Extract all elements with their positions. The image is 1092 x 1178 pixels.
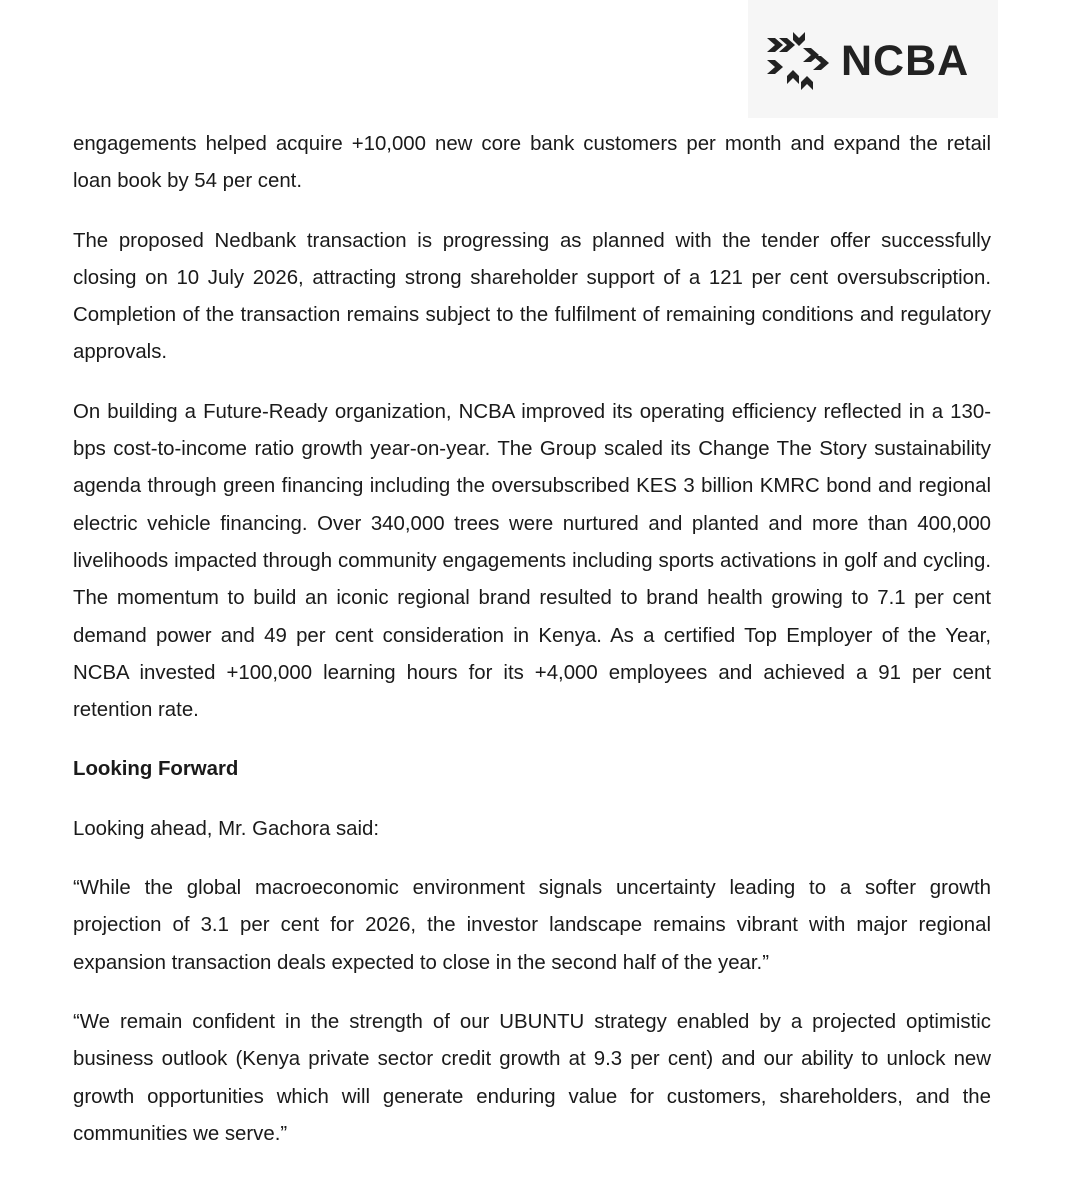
quote-macroeconomic: “While the global macroeconomic environment signals uncertainty leading to a softer growth projection of 3.1 per cent for 2026, the investor landscape remains vibrant with major regional expansion transaction deals expected to close in the second half of the year.”: [73, 877, 991, 974]
logo-wordmark: NCBA: [841, 36, 970, 85]
paragraph-nedbank-transaction: The proposed Nedbank transaction is progressing as planned with the tender offer successfully closing on 10 July 2026, attracting strong shareholder support of a 121 per cent oversubscription. Completion of the transaction remains subject to the fulfilment of remaining conditions and regulatory approvals.: [73, 229, 991, 364]
ncba-logo: [765, 30, 969, 92]
ncba-arrows-logo-icon: [765, 30, 831, 92]
intro-line: Looking ahead, Mr. Gachora said:: [73, 817, 380, 840]
paragraph-customer-acquisition: engagements helped acquire +10,000 new core bank customers per month and expand the retail loan book by 54 per cent.: [73, 133, 991, 193]
paragraph-future-ready: On building a Future-Ready organization, NCBA improved its operating efficiency reflected in a 130-bps cost-to-income ratio growth year-on-year. The Group scaled its Change The Story sustainability agenda through green financing including the oversubscribed KES 3 billion KMRC bond and regional electric vehicle financing. Over 340,000 trees were nurtured and planted and more than 400,000 livelihoods impacted through community engagements including sports activations in golf and cycling. The momentum to build an iconic regional brand resulted to brand health growing to 7.1 per cent demand power and 49 per cent consideration in Kenya. As a certified Top Employer of the Year, NCBA invested +100,000 learning hours for its +4,000 employees and achieved a 91 per cent retention rate.: [73, 400, 991, 722]
quote-ubuntu-strategy: “We remain confident in the strength of our UBUNTU strategy enabled by a projected optimistic business outlook (Kenya private sector credit growth at 9.3 per cent) and our ability to unlock new growth opportunities which will generate enduring value for customers, shareholders, and the communities we serve.”: [73, 1010, 991, 1145]
document-body: [73, 126, 991, 1175]
section-heading: Looking Forward: [73, 758, 239, 781]
